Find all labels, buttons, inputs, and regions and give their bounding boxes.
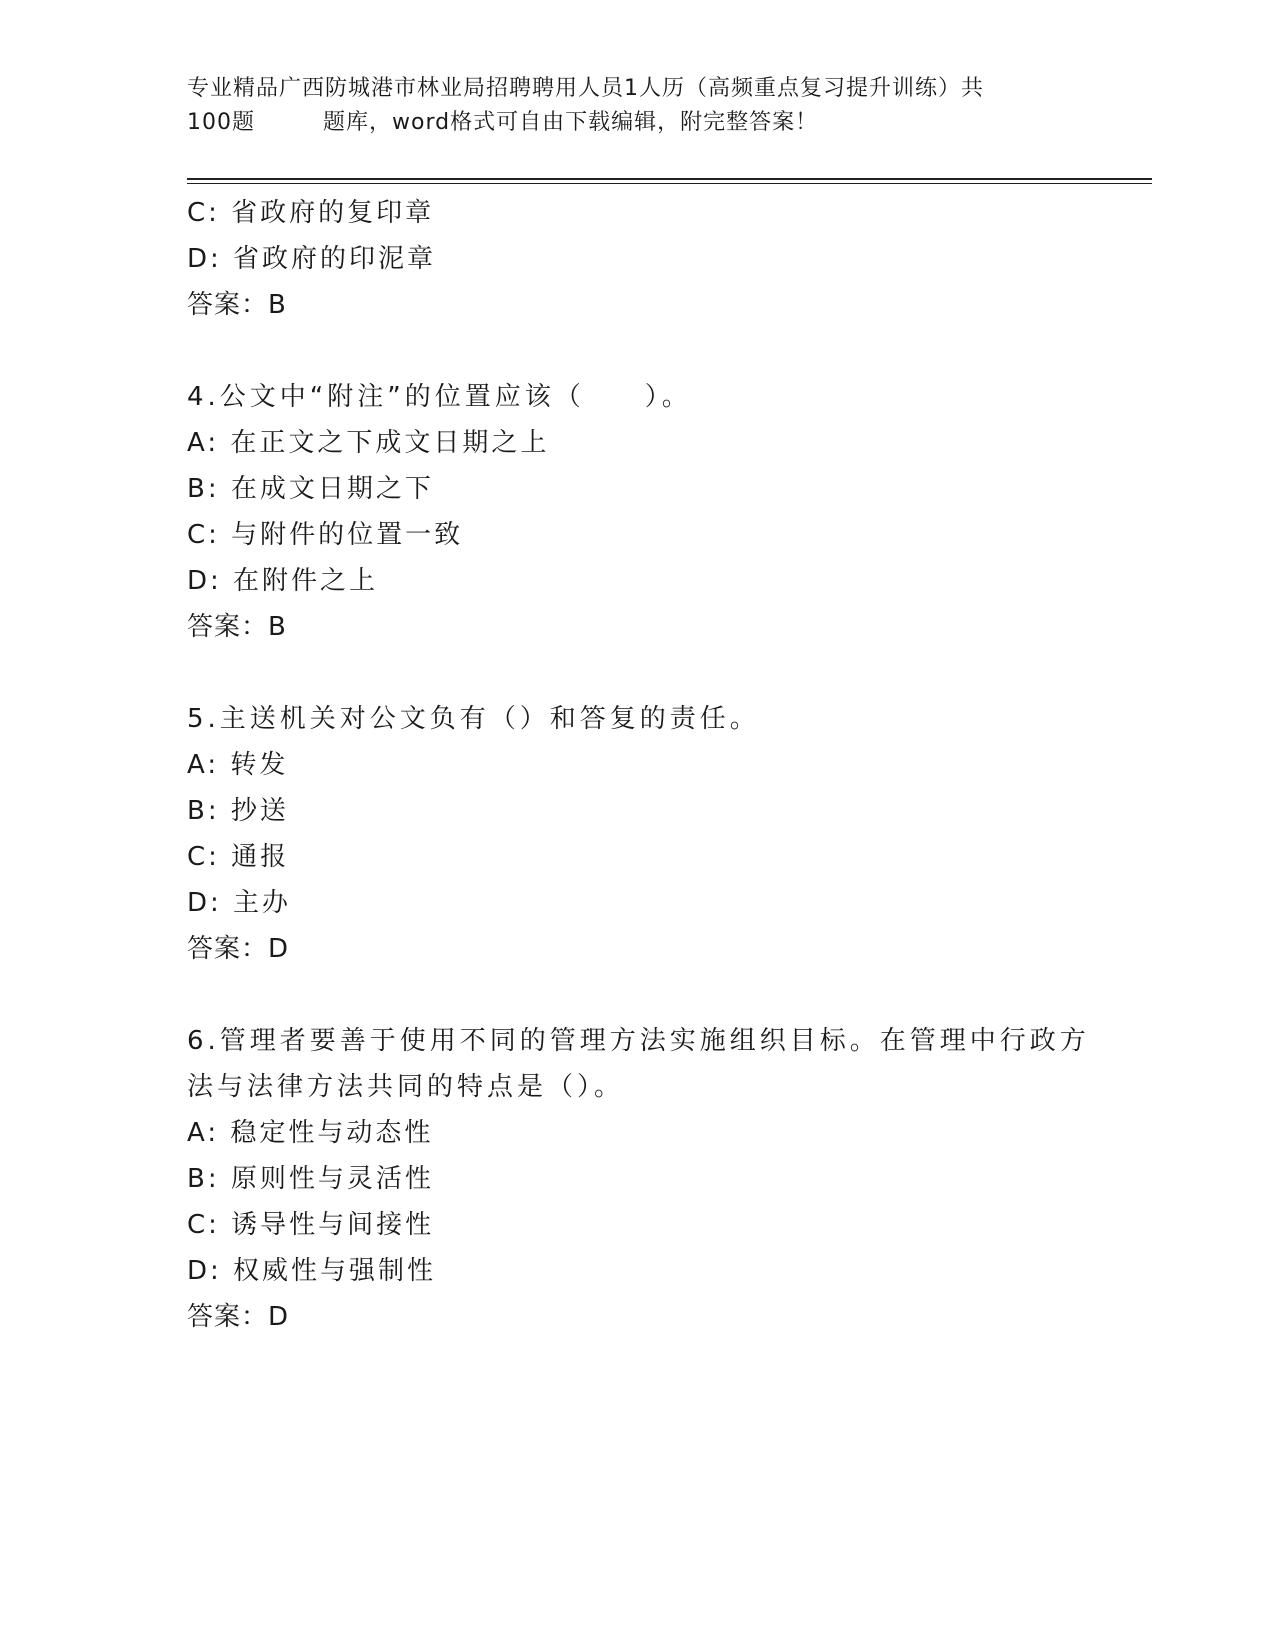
document-header	[187, 72, 1067, 140]
option-a: A: 稳定性与动态性	[187, 1118, 434, 1148]
option-d: D: 在附件之上	[187, 566, 379, 596]
question-stem: 5.主送机关对公文负有（）和答复的责任。	[187, 704, 760, 734]
option-b: B: 在成文日期之下	[187, 474, 434, 504]
option-b: B: 抄送	[187, 796, 289, 826]
option-d: D: 省政府的印泥章	[187, 244, 437, 274]
answer: 答案：D	[187, 1302, 290, 1332]
question-5	[187, 696, 1087, 972]
question-stem-line-2: 法与法律方法共同的特点是（）。	[187, 1072, 625, 1102]
option-a: A: 在正文之下成文日期之上	[187, 428, 550, 458]
header-divider-thick	[187, 178, 1152, 180]
header-question-count: 100题	[187, 110, 255, 135]
header-title-line-2	[187, 106, 1067, 140]
answer: 答案：B	[187, 290, 287, 320]
option-c: C: 通报	[187, 842, 290, 872]
option-a: A: 转发	[187, 750, 289, 780]
option-d: D: 主办	[187, 888, 292, 918]
option-c: C: 与附件的位置一致	[187, 520, 464, 550]
question-3-tail	[187, 190, 1087, 328]
question-stem: 4.公文中“附注”的位置应该（ ）。	[187, 382, 692, 412]
question-stem-line-1: 6.管理者要善于使用不同的管理方法实施组织目标。在管理中行政方	[187, 1026, 1090, 1056]
question-content	[187, 190, 1090, 1340]
header-title-suffix: 题库，word格式可自由下载编辑，附完整答案！	[323, 110, 819, 135]
header-title-line-1: 专业精品广西防城港市林业局招聘聘用人员1人历（高频重点复习提升训练）共	[187, 76, 984, 101]
option-c: C: 省政府的复印章	[187, 198, 435, 228]
option-d: D: 权威性与强制性	[187, 1256, 437, 1286]
option-b: B: 原则性与灵活性	[187, 1164, 434, 1194]
question-6	[187, 1018, 1090, 1340]
header-divider-thin	[187, 183, 1152, 184]
option-c: C: 诱导性与间接性	[187, 1210, 435, 1240]
answer: 答案：D	[187, 934, 290, 964]
answer: 答案：B	[187, 612, 287, 642]
question-4	[187, 374, 1087, 650]
